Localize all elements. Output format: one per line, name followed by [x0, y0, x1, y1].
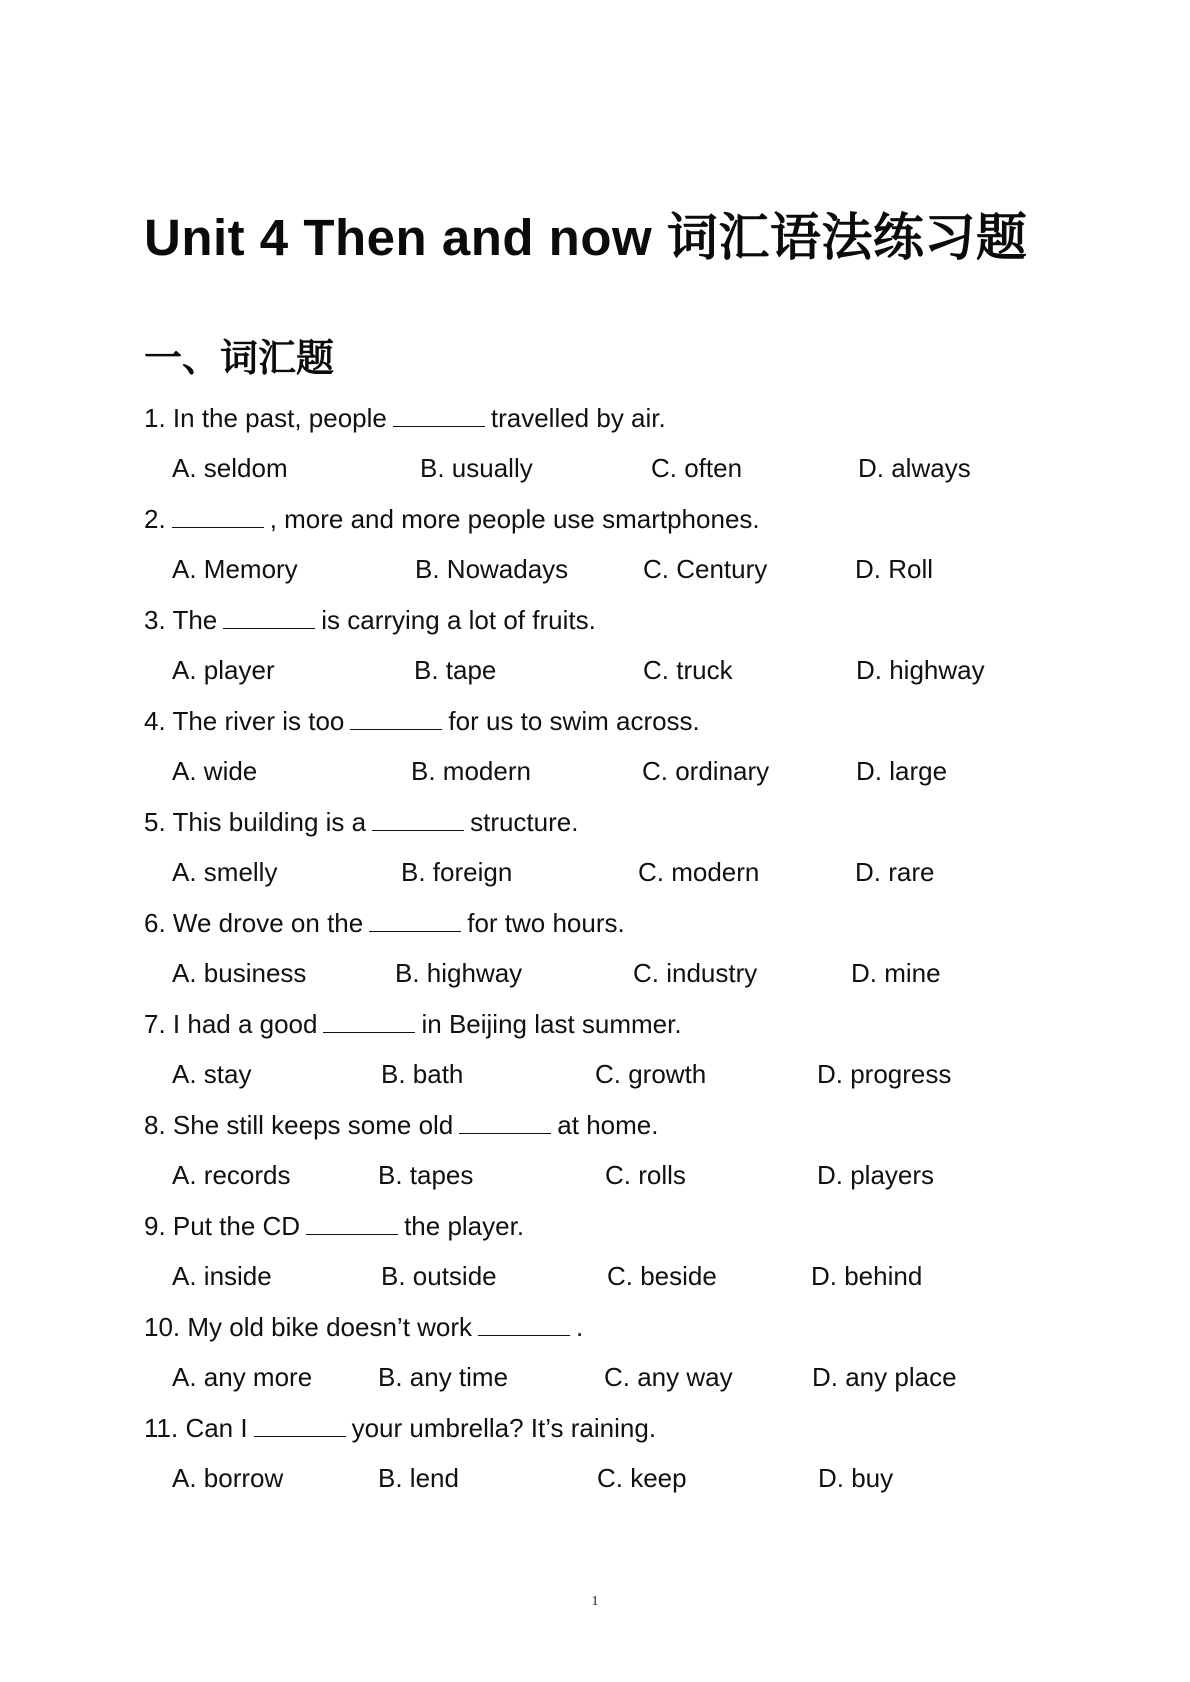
question-stem: [144, 399, 666, 437]
answer-blank: [369, 907, 461, 932]
question-item: [0, 601, 1190, 702]
question-list: [0, 399, 1190, 1510]
option-d: D. always: [858, 453, 971, 483]
option-a: A. seldom: [172, 453, 288, 483]
option-row: [0, 954, 1190, 992]
stem-text-before: 10. My old bike doesn’t work: [144, 1312, 473, 1342]
option-a: A. player: [172, 655, 275, 685]
stem-text-after: your umbrella? It’s raining.: [351, 1413, 657, 1443]
question-item: [0, 1005, 1190, 1106]
question-item: [0, 1409, 1190, 1510]
option-d: D. any place: [812, 1362, 957, 1392]
option-b: B. outside: [381, 1261, 497, 1291]
question-stem: [144, 803, 578, 841]
option-d: D. players: [817, 1160, 935, 1190]
option-a: A. wide: [172, 756, 258, 786]
stem-text-after: at home.: [557, 1110, 659, 1140]
stem-text-after: the player.: [404, 1211, 525, 1241]
question-item: [0, 500, 1190, 601]
option-row: [0, 752, 1190, 790]
option-b: B. tapes: [378, 1160, 474, 1190]
answer-blank: [372, 806, 464, 831]
stem-text-before: 8. She still keeps some old: [144, 1110, 454, 1140]
option-a: A. borrow: [172, 1463, 284, 1493]
answer-blank: [323, 1008, 415, 1033]
question-item: [0, 1207, 1190, 1308]
stem-text-before: 1. In the past, people: [144, 403, 387, 433]
option-row: [0, 550, 1190, 588]
option-d: D. large: [856, 756, 948, 786]
question-item: [0, 702, 1190, 803]
option-b: B. any time: [378, 1362, 509, 1392]
stem-text-before: 7. I had a good: [144, 1009, 318, 1039]
option-row: [0, 1257, 1190, 1295]
stem-text-after: in Beijing last summer.: [421, 1009, 682, 1039]
option-c: C. any way: [604, 1362, 733, 1392]
stem-text-after: travelled by air.: [490, 403, 666, 433]
option-d: D. progress: [817, 1059, 952, 1089]
section-heading: 一、词汇题: [144, 338, 335, 380]
option-c: C. keep: [597, 1463, 687, 1493]
option-b: B. highway: [395, 958, 523, 988]
option-row: [0, 1055, 1190, 1093]
option-b: B. modern: [411, 756, 531, 786]
option-b: B. lend: [378, 1463, 459, 1493]
answer-blank: [223, 604, 315, 629]
option-d: D. mine: [851, 958, 941, 988]
option-d: D. highway: [856, 655, 985, 685]
option-a: A. smelly: [172, 857, 278, 887]
answer-blank: [254, 1412, 346, 1437]
option-a: A. business: [172, 958, 307, 988]
option-c: C. growth: [595, 1059, 707, 1089]
question-item: [0, 1106, 1190, 1207]
document-title: Unit 4 Then and now 词汇语法练习题: [144, 209, 1028, 266]
option-c: C. truck: [643, 655, 733, 685]
stem-text-before: 6. We drove on the: [144, 908, 364, 938]
option-row: [0, 1358, 1190, 1396]
stem-text-after: is carrying a lot of fruits.: [321, 605, 596, 635]
question-stem: [144, 1308, 583, 1346]
answer-blank: [350, 705, 442, 730]
option-c: C. beside: [607, 1261, 717, 1291]
question-item: [0, 904, 1190, 1005]
stem-text-after: for us to swim across.: [448, 706, 700, 736]
answer-blank: [478, 1311, 570, 1336]
option-d: D. behind: [811, 1261, 923, 1291]
stem-text-before: 5. This building is a: [144, 807, 367, 837]
stem-text-after: , more and more people use smartphones.: [269, 504, 760, 534]
option-b: B. tape: [414, 655, 497, 685]
option-c: C. rolls: [605, 1160, 686, 1190]
option-row: [0, 853, 1190, 891]
option-b: B. usually: [420, 453, 533, 483]
stem-text-after: for two hours.: [467, 908, 625, 938]
option-row: [0, 1156, 1190, 1194]
option-d: D. Roll: [855, 554, 934, 584]
stem-text-before: 9. Put the CD: [144, 1211, 301, 1241]
option-a: A. any more: [172, 1362, 313, 1392]
option-a: A. Memory: [172, 554, 298, 584]
stem-text-after: structure.: [470, 807, 579, 837]
option-c: C. modern: [638, 857, 760, 887]
option-row: [0, 651, 1190, 689]
option-row: [0, 449, 1190, 487]
option-a: A. stay: [172, 1059, 252, 1089]
option-c: C. often: [651, 453, 743, 483]
stem-text-before: 11. Can I: [144, 1413, 248, 1443]
stem-text-before: 2.: [144, 504, 166, 534]
option-d: D. buy: [818, 1463, 894, 1493]
question-stem: [144, 500, 760, 538]
option-b: B. foreign: [401, 857, 513, 887]
option-b: B. Nowadays: [415, 554, 569, 584]
option-a: A. records: [172, 1160, 291, 1190]
option-c: C. industry: [633, 958, 758, 988]
question-stem: [144, 1409, 656, 1447]
stem-text-before: 3. The: [144, 605, 218, 635]
question-stem: [144, 1106, 658, 1144]
question-item: [0, 399, 1190, 500]
page-number: 1: [591, 1594, 599, 1609]
answer-blank: [172, 503, 264, 528]
question-stem: [144, 601, 596, 639]
question-item: [0, 1308, 1190, 1409]
question-stem: [144, 702, 700, 740]
stem-text-after: .: [576, 1312, 584, 1342]
option-row: [0, 1459, 1190, 1497]
answer-blank: [393, 402, 485, 427]
option-a: A. inside: [172, 1261, 272, 1291]
question-stem: [144, 1207, 524, 1245]
answer-blank: [459, 1109, 551, 1134]
question-stem: [144, 1005, 682, 1043]
question-item: [0, 803, 1190, 904]
option-c: C. ordinary: [642, 756, 770, 786]
answer-blank: [306, 1210, 398, 1235]
stem-text-before: 4. The river is too: [144, 706, 345, 736]
option-b: B. bath: [381, 1059, 464, 1089]
option-d: D. rare: [855, 857, 935, 887]
question-stem: [144, 904, 625, 942]
option-c: C. Century: [643, 554, 768, 584]
